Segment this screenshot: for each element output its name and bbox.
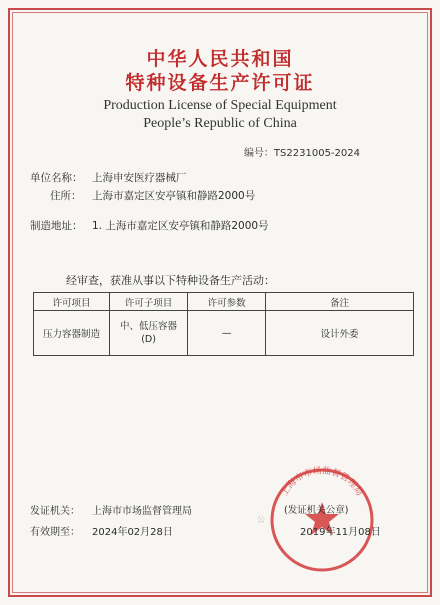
col-header: 许可参数 [188, 293, 266, 311]
certificate-number: 编号：TS2231005-2024 [243, 148, 360, 159]
site-label: 制造地址： [30, 220, 83, 232]
scope-text: 经审查，获准从事以下特种设备生产活动： [66, 274, 275, 287]
expiry-value: 2024年02月28日 [92, 527, 173, 538]
issuer-value: 上海市市场监督管理局 [92, 506, 192, 517]
seal-caption: (发证机关公章) [284, 505, 349, 516]
license-table [33, 292, 414, 356]
watermark-text: 公 [257, 515, 265, 524]
table-cell: 压力容器制造 [34, 311, 110, 356]
col-header: 许可项目 [34, 293, 110, 311]
issue-date: 2019年11月08日 [300, 527, 381, 538]
title-cn-line1: 中华人民共和国 [146, 48, 294, 70]
expiry-label: 有效期至： [30, 527, 80, 538]
table-header-row [34, 293, 414, 311]
address-label: 住所： [50, 190, 82, 202]
issuer-label: 发证机关： [30, 506, 80, 517]
table-cell: 设计外委 [266, 311, 414, 356]
table-cell: 中、低压容器 (D) [110, 311, 188, 356]
table-row [34, 311, 414, 356]
official-seal [268, 466, 376, 574]
table-cell: — [188, 311, 266, 356]
col-header: 备注 [266, 293, 414, 311]
title-cn-line2: 特种设备生产许可证 [125, 72, 315, 94]
site-value: 1. 上海市嘉定区安亭镇和静路2000号 [92, 220, 269, 232]
title-en-line1: Production License of Special Equipment [103, 98, 337, 113]
title-en-line2: People’s Republic of China [143, 116, 297, 131]
unit-label: 单位名称： [30, 172, 83, 184]
seal-text: 上海市市场监督管理局 [279, 466, 365, 498]
address-value: 上海市嘉定区安亭镇和静路2000号 [92, 190, 256, 202]
col-header: 许可子项目 [110, 293, 188, 311]
unit-value: 上海申安医疗器械厂 [92, 172, 187, 184]
